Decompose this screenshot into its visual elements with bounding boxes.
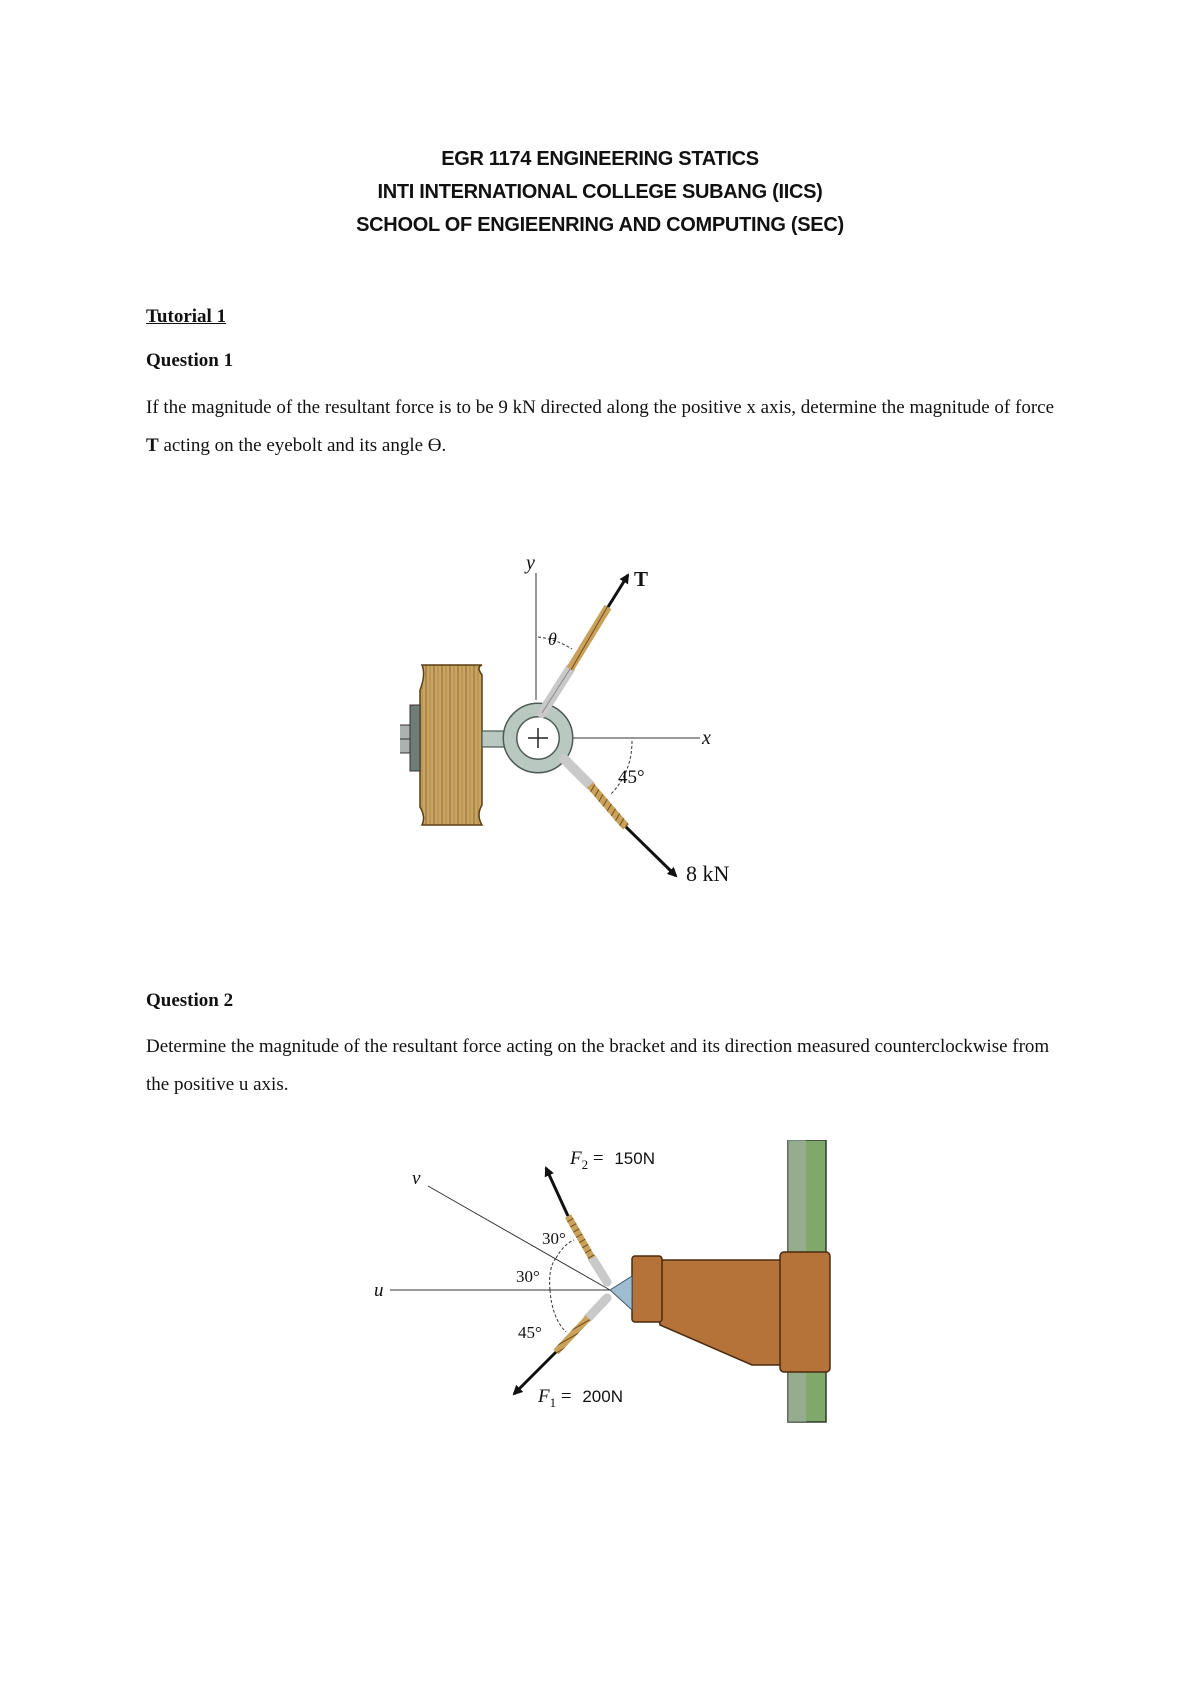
bracket-figure [360, 1140, 850, 1425]
v-axis-label: v [412, 1168, 421, 1189]
gusset-plate [610, 1276, 632, 1310]
course-title: EGR 1174 ENGINEERING STATICS [441, 148, 759, 170]
angle-30-lower: 30° [516, 1267, 540, 1286]
force-8kn-label: 8 kN [686, 861, 730, 886]
force-t-arrow [608, 575, 628, 607]
angle-45-label: 45° [618, 767, 645, 788]
tutorial-title: Tutorial 1 [146, 306, 227, 327]
x-axis-label: x [702, 727, 711, 749]
force-f1-arrow [514, 1352, 556, 1394]
rope-t [570, 607, 608, 669]
force-8kn-arrow [626, 827, 676, 876]
force-t-symbol: T [146, 435, 159, 456]
angle-45: 45° [518, 1323, 542, 1342]
eyebolt-figure [400, 545, 820, 900]
bracket-clamp [780, 1252, 830, 1372]
theta-label: θ [548, 629, 557, 649]
force-t-label: T [634, 567, 649, 591]
question-2-heading: Question 2 [146, 990, 234, 1011]
rope-8kn [590, 785, 626, 827]
force-f1-label: $F_1 = 200N$ [538, 1386, 623, 1410]
question-1-heading: Question 1 [146, 350, 234, 371]
bracket-end [632, 1256, 662, 1322]
y-axis-label: y [526, 552, 535, 574]
washer [410, 705, 420, 771]
school-name: SCHOOL OF ENGIEENRING AND COMPUTING (SEC) [356, 214, 844, 236]
college-name: INTI INTERNATIONAL COLLEGE SUBANG (IICS) [377, 181, 823, 203]
question-1-text: If the magnitude of the resultant force is to be 9 kN directed along the positive x axis, determine the magnitude of force T acting on the eyebolt and its angle Ɵ. [146, 397, 1055, 456]
force-f2-arrow [546, 1168, 568, 1216]
angle-30-upper: 30° [542, 1229, 566, 1248]
bracket-arm [650, 1260, 784, 1365]
question-2-text: Determine the magnitude of the resultant force acting on the bracket and its direction measured counterclockwise from the positive u axis. [146, 1036, 1050, 1095]
u-axis-label: u [374, 1280, 384, 1301]
rope-f2 [568, 1216, 592, 1258]
rope-f1 [556, 1318, 588, 1352]
force-f2-label: $F_2 = 150N$ [570, 1148, 655, 1172]
wood-block [420, 665, 482, 825]
